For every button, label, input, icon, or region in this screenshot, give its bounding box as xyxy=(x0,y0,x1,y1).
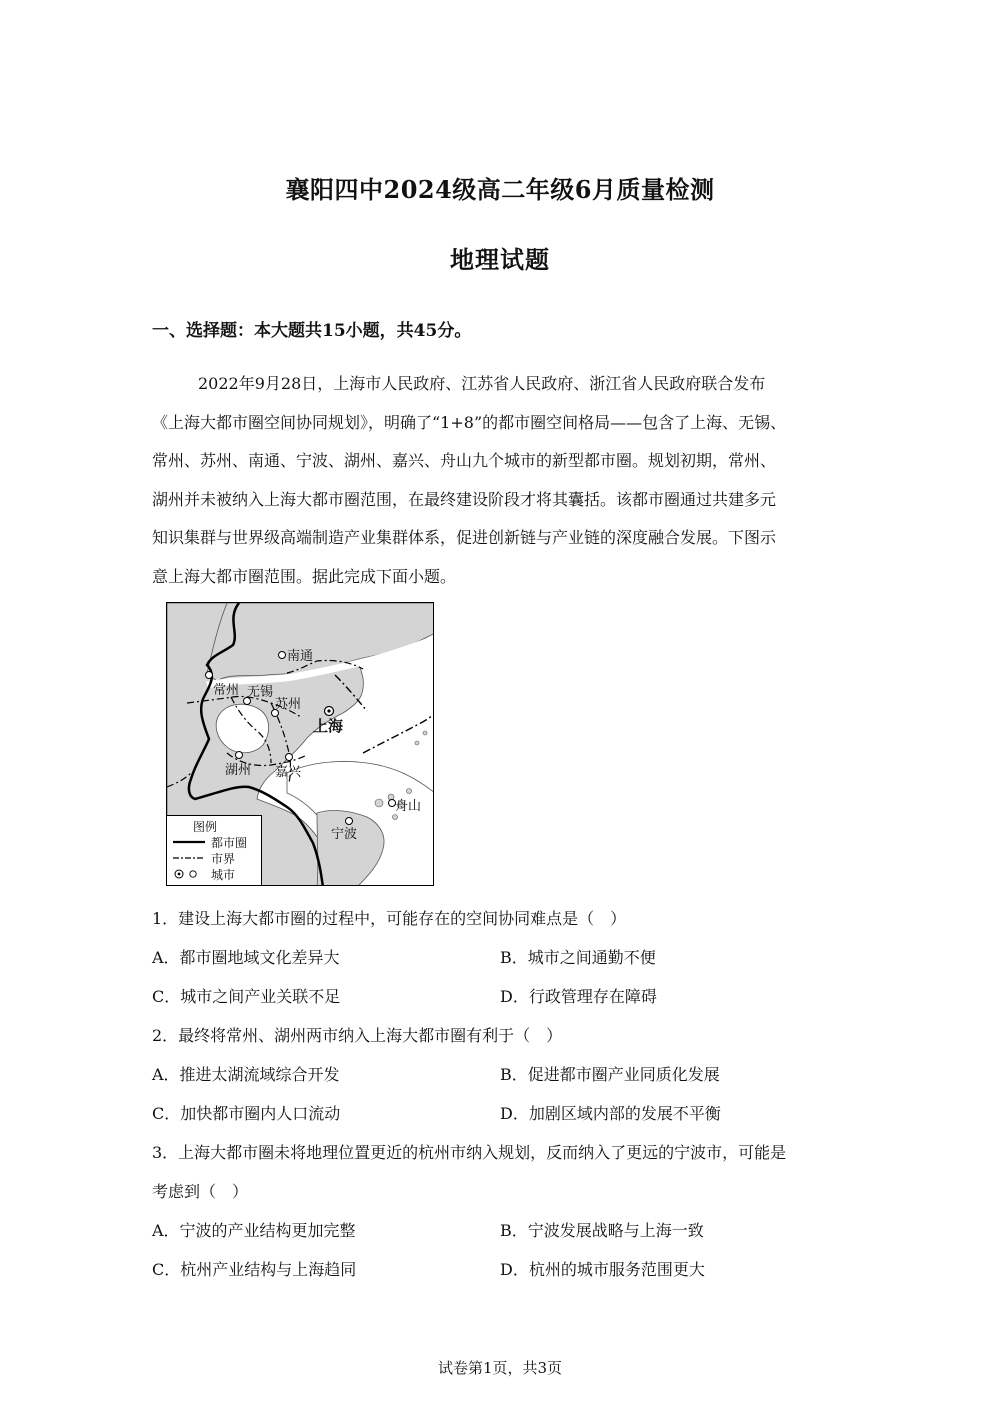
question-2-option-c[interactable]: C．加快都市圈内人口流动 xyxy=(152,1104,341,1123)
legend-metro: 都市圈 xyxy=(211,836,248,850)
metro-area-map xyxy=(166,602,434,886)
question-1-stem: 1．建设上海大都市圈的过程中，可能存在的空间协同难点是（ ） xyxy=(152,909,627,928)
city-label-suzhou: 苏州 xyxy=(275,697,302,712)
question-2-stem: 2．最终将常州、湖州两市纳入上海大都市圈有利于（ ） xyxy=(152,1026,563,1045)
passage-line: 意上海大都市圈范围。据此完成下面小题。 xyxy=(152,566,457,586)
city-label-huzhou: 湖州 xyxy=(225,763,252,778)
city-label-nantong: 南通 xyxy=(287,649,314,664)
reading-passage xyxy=(152,365,852,596)
legend-title: 图例 xyxy=(193,820,218,834)
question-1-option-b[interactable]: B．城市之间通勤不便 xyxy=(500,948,656,967)
city-marker xyxy=(206,672,213,679)
city-label-changzhou: 常州 xyxy=(213,683,240,698)
city-marker xyxy=(327,709,330,712)
question-1-option-c[interactable]: C．城市之间产业关联不足 xyxy=(152,987,341,1006)
question-3-option-b[interactable]: B．宁波发展战略与上海一致 xyxy=(500,1221,704,1240)
legend-boundary: 市界 xyxy=(211,852,236,866)
exam-title: 襄阳四中2024级高二年级6月质量检测 xyxy=(285,175,715,204)
question-2-option-d[interactable]: D．加剧区域内部的发展不平衡 xyxy=(500,1104,721,1123)
section-heading: 一、选择题：本大题共15小题，共45分。 xyxy=(152,321,472,341)
question-3-option-c[interactable]: C．杭州产业结构与上海趋同 xyxy=(152,1260,357,1279)
city-label-jiaxing: 嘉兴 xyxy=(275,765,302,780)
city-marker xyxy=(286,754,293,761)
passage-line: 知识集群与世界级高端制造产业集群体系，促进创新链与产业链的深度融合发展。下图示 xyxy=(152,528,777,547)
passage-line: 2022年9月28日，上海市人民政府、江苏省人民政府、浙江省人民政府联合发布 xyxy=(198,374,766,393)
passage-line: 《上海大都市圈空间协同规划》，明确了“1+8”的都市圈空间格局——包含了上海、无锡、 xyxy=(152,412,787,432)
passage-line: 常州、苏州、南通、宁波、湖州、嘉兴、舟山九个城市的新型都市圈。规划初期，常州、 xyxy=(152,451,777,470)
city-label-shanghai: 上海 xyxy=(313,717,344,735)
city-label-wuxi: 无锡 xyxy=(247,685,274,700)
city-marker xyxy=(279,652,286,659)
city-label-zhoushan: 舟山 xyxy=(395,799,422,814)
city-label-ningbo: 宁波 xyxy=(331,827,358,842)
legend-symbols xyxy=(167,816,207,886)
question-1-option-a[interactable]: A．都市圈地域文化差异大 xyxy=(152,948,340,967)
question-2-option-a[interactable]: A．推进太湖流域综合开发 xyxy=(152,1065,340,1084)
page-footer: 试卷第1页，共3页 xyxy=(437,1359,563,1377)
question-3-stem-continued: 考虑到（ ） xyxy=(152,1182,249,1201)
passage-line: 湖州并未被纳入上海大都市圈范围，在最终建设阶段才将其囊括。该都市圈通过共建多元 xyxy=(152,489,777,509)
question-3-option-d[interactable]: D．杭州的城市服务范围更大 xyxy=(500,1260,705,1279)
question-3-option-a[interactable]: A．宁波的产业结构更加完整 xyxy=(152,1221,356,1240)
question-3-stem: 3．上海大都市圈未将地理位置更近的杭州市纳入规划，反而纳入了更远的宁波市，可能是 xyxy=(152,1143,787,1162)
exam-subtitle: 地理试题 xyxy=(450,245,550,274)
legend-city: 城市 xyxy=(211,868,236,882)
question-2-option-b[interactable]: B．促进都市圈产业同质化发展 xyxy=(500,1065,720,1084)
map-legend xyxy=(167,815,262,885)
question-1-option-d[interactable]: D．行政管理存在障碍 xyxy=(500,987,657,1006)
city-marker xyxy=(236,752,243,759)
